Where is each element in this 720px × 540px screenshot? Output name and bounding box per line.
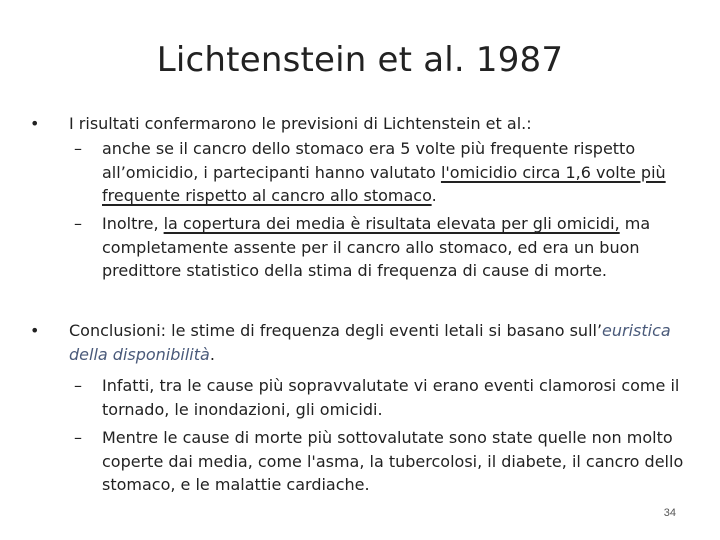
text-segment: ma completamente assente per il cancro allo stomaco, ed era un buon predittore statistico della stima di frequenza di cause di morte. <box>102 214 651 280</box>
bullet-conclusions <box>69 319 689 366</box>
text-segment: Conclusioni: le stime di frequenza degli eventi letali si basano sull’ <box>69 321 603 340</box>
bullet-mark: • <box>30 321 40 340</box>
slide-title: Lichtenstein et al. 1987 <box>156 40 564 80</box>
bullet-results: I risultati confermarono le previsioni di Lichtenstein et al.: <box>69 114 532 133</box>
dash-mark: – <box>74 214 82 233</box>
sub-bullet-stomach-vs-homicide <box>102 137 702 208</box>
sub-bullet-overestimated: Infatti, tra le cause più sopravvalutate vi erano eventi clamorosi come il tornado, le inondazioni, gli omicidi. <box>102 376 680 419</box>
bullet-mark: • <box>30 114 40 133</box>
text-segment: . <box>431 186 437 205</box>
sub-bullet-media-coverage <box>102 212 702 283</box>
dash-mark: – <box>74 376 82 395</box>
sub-bullet-underestimated: Mentre le cause di morte più sottovalutate sono state quelle non molto coperte dai media, come l'asma, la tubercolosi, il diabete, il cancro dello stomaco, e le malattie cardiache. <box>102 428 684 494</box>
italic-term: euristica della disponibilità <box>69 321 671 364</box>
text-segment: . <box>209 344 215 364</box>
underlined-text: l'omicidio circa 1,6 volte più frequente rispetto al cancro allo stomaco <box>102 162 666 205</box>
dash-mark: – <box>74 139 82 158</box>
underlined-text: la copertura dei media è risultata elevata per gli omicidi, <box>163 214 620 233</box>
text-segment: Inoltre, <box>102 214 164 233</box>
text-segment: anche se il cancro dello stomaco era 5 volte più frequente rispetto all’omicidio, i partecipanti hanno valutato <box>102 139 636 182</box>
page-number: 34 <box>663 507 676 519</box>
dash-mark: – <box>74 428 82 447</box>
